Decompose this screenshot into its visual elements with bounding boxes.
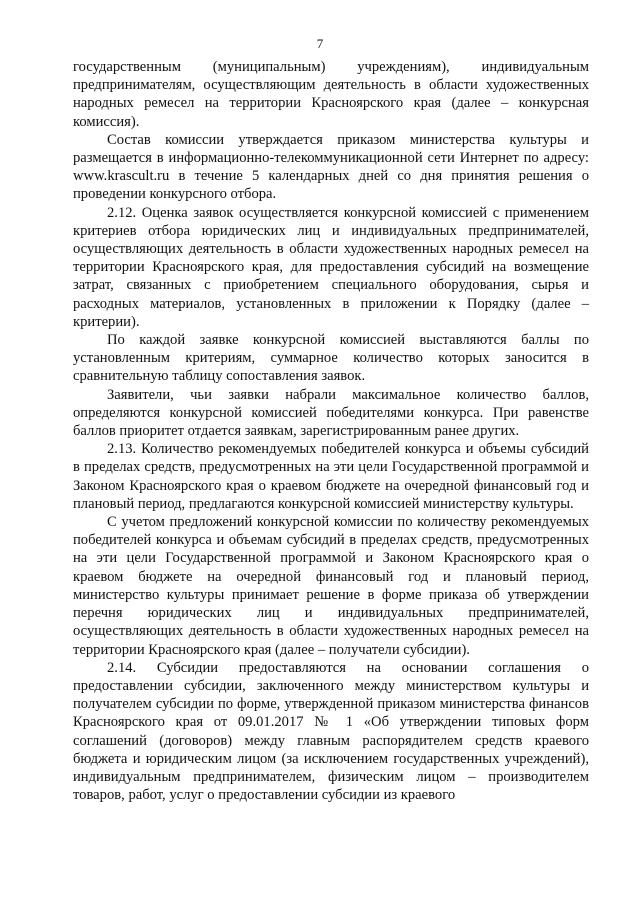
- paragraph-2-12: 2.12. Оценка заявок осуществляется конкурсной комиссией с применением критериев отбора юридических лиц и индивидуальных предпринимателей, осуществляющих деятельность в области художественных народных ремесел на территории Красноярского края, для предоставления субсидий на возмещение затрат, связанных с приобретением специального оборудования, сырья и расходных материалов, установленных в приложении к Порядку (далее – критерии).: [73, 204, 589, 330]
- paragraph-commission-composition: Состав комиссии утверждается приказом министерства культуры и размещается в информационно-телекоммуникационной сети Интернет по адресу: www.krascult.ru в течение 5 календарных дней со дня принятия решения о проведении конкурсного отбора.: [73, 131, 589, 203]
- page-number: 7: [316, 36, 324, 51]
- document-body: [73, 58, 589, 804]
- paragraph-ministry-decision: С учетом предложений конкурсной комиссии по количеству рекомендуемых победителей конкурса и объемам субсидий в пределах средств, предусмотренных на эти цели Государственной программой и Законом Красноярского края о краевом бюджете на очередной финансовый год и плановый период, министерство культуры принимает решение в форме приказа об утверждении перечня юридических лиц и индивидуальных предпринимателей, осуществляющих деятельность в области художественных народных ремесел на территории Красноярского края (далее – получатели субсидии).: [73, 514, 589, 658]
- paragraph-scoring: По каждой заявке конкурсной комиссией выставляются баллы по установленным критериям, суммарное количество которых заносится в сравнительную таблицу сопоставления заявок.: [73, 332, 589, 385]
- paragraph-commission-continued: государственным (муниципальным) учреждениям), индивидуальным предпринимателям, осуществляющим деятельность в области художественных народных ремесел на территории Красноярского края (далее – конкурсная комиссия).: [73, 59, 589, 130]
- paragraph-winners: Заявители, чьи заявки набрали максимальное количество баллов, определяются конкурсной комиссией победителями конкурса. При равенстве баллов приоритет отдается заявкам, зарегистрированным ранее других.: [73, 386, 589, 440]
- paragraph-2-13: 2.13. Количество рекомендуемых победителей конкурса и объемы субсидий в пределах средств, предусмотренных на эти цели Государственной программой и Законом Красноярского края о краевом бюджете на очередной финансовый год и плановый период, предлагаются конкурсной комиссией министерству культуры.: [73, 441, 589, 512]
- paragraph-2-14: 2.14. Субсидии предоставляются на основании соглашения о предоставлении субсидии, заключенного между министерством культуры и получателем субсидии по форме, утвержденной приказом министерства финансов Красноярского края от 09.01.2017 № 1 «Об утверждении типовых форм соглашений (договоров) между главным распорядителем средств краевого бюджета и юридическим лицом (за исключением государственных учреждений), индивидуальным предпринимателем, физическим лицом – производителем товаров, работ, услуг о предоставлении субсидии из краевого: [73, 659, 589, 804]
